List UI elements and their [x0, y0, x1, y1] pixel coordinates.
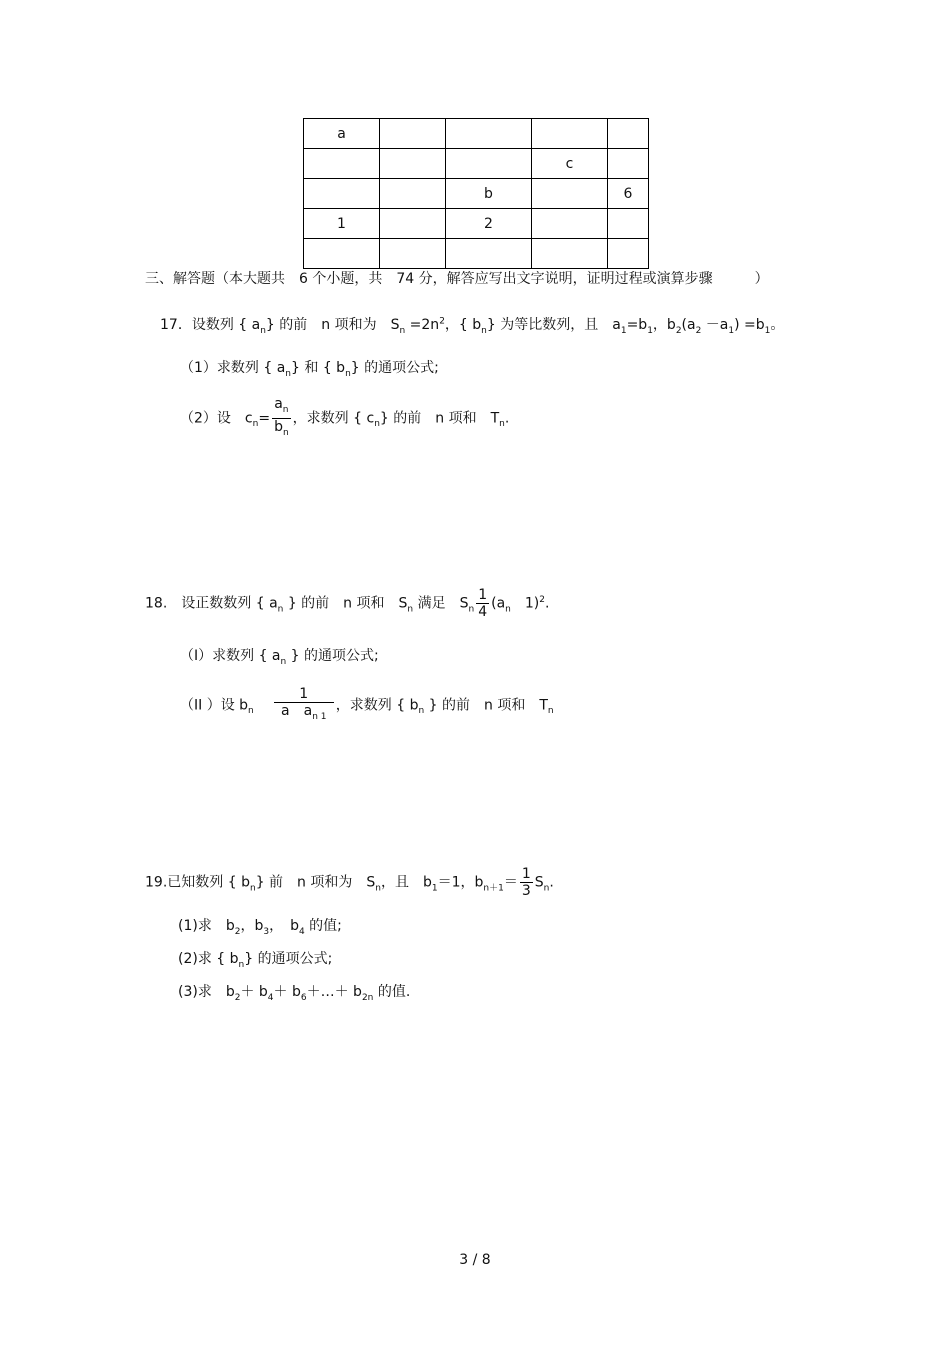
grid-row — [304, 179, 649, 209]
question-19-part-3: (3)求 $b_2+ b_4+$ $b_6+\dots+ b_{2n}$ 的值. — [178, 984, 411, 1003]
grid-cell — [380, 149, 446, 179]
grid-cell — [380, 119, 446, 149]
question-19-part-2: (2)求 { $b_n$} 的通项公式; — [178, 951, 333, 970]
grid-cell — [304, 179, 380, 209]
grid-cell — [380, 179, 446, 209]
page-number: 3 / 8 — [459, 1252, 491, 1268]
question-18-stem: 18. 设正数数列 { $a_n$ } 的前 n 项和 $S_n$ 满足 $S_n$ $\frac{1}{4}$ ($a_n$ 1)$^2$. — [145, 587, 550, 620]
grid-cell — [304, 239, 380, 269]
grid-cell — [608, 209, 649, 239]
grid-cell: 2 — [446, 209, 532, 239]
grid-row — [304, 209, 649, 239]
grid-row — [304, 149, 649, 179]
question-17-part-2: （2）设 $c_n=$ $\frac{a_n}{b_n}$ ，求数列 { $c_n$} 的前 n 项和 $T_n$. — [180, 396, 509, 441]
grid-cell — [608, 119, 649, 149]
grid-cell — [532, 179, 608, 209]
grid-cell — [608, 149, 649, 179]
grid-row — [304, 239, 649, 269]
fraction: $\frac{1}{3}$ — [521, 866, 531, 899]
question-17-stem: 17．设数列 { $a_n$} 的前 n 项和为 $S_n =2n^2$，{ $b_n$} 为等比数列，且 $a_1=b_1$，$b_2(a_2 -a_1) =b_1$。 — [160, 316, 785, 336]
grid-cell — [446, 149, 532, 179]
grid-cell — [446, 119, 532, 149]
fraction: $\frac{1}{4}$ — [478, 587, 488, 620]
fraction: $\frac{a_n}{b_n}$ — [274, 396, 289, 438]
grid-cell — [532, 209, 608, 239]
grid-cell — [380, 209, 446, 239]
question-19-part-1: (1)求 $b_2$，$b_3$， $b_4$ 的值; — [178, 918, 342, 937]
grid-cell: b — [446, 179, 532, 209]
question-17-part-1: （1）求数列 { $a_n$} 和 { $b_n$} 的通项公式; — [180, 360, 439, 379]
question-18-part-1: （I）求数列 { $a_n$ } 的通项公式; — [180, 648, 379, 667]
grid-cell: 1 — [304, 209, 380, 239]
grid-cell: a — [304, 119, 380, 149]
grid-cell: c — [532, 149, 608, 179]
grid-cell — [532, 119, 608, 149]
question-18-part-2: （II ）设 $b_n$ $\frac{1}{a a_{n 1}}$ ，求数列 { $b_n$ } 的前 n 项和 $T_n$ — [180, 686, 554, 725]
grid-row — [304, 119, 649, 149]
grid-cell — [608, 239, 649, 269]
question-19-stem: 19.已知数列 { $b_n$} 前 n 项和为 $S_n$，且 $b_1=1$，$b_{n+1}=$ $\frac{1}{3}$ $S_n$. — [145, 866, 554, 899]
grid-cell — [446, 239, 532, 269]
grid-cell — [532, 239, 608, 269]
fraction: $\frac{1}{a a_{n 1}}$ — [274, 686, 334, 725]
grid-cell — [380, 239, 446, 269]
answer-grid — [303, 118, 649, 269]
section-heading: 三、解答题（本大题共 6 个小题，共 74 分，解答应写出文字说明，证明过程或演算步骤 ） — [145, 271, 769, 287]
grid-cell: 6 — [608, 179, 649, 209]
grid-cell — [304, 149, 380, 179]
